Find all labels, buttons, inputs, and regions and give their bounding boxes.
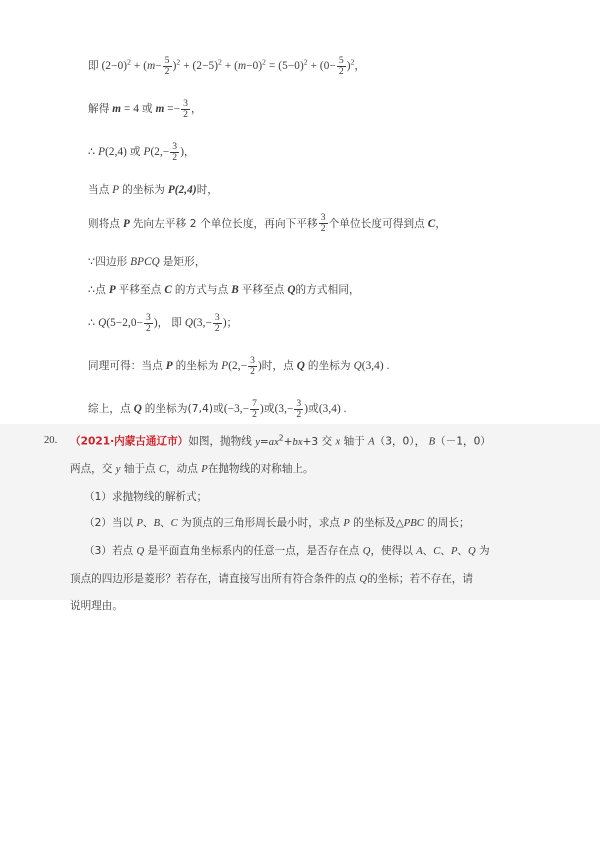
term-1: $(2-0)^2$ [101, 57, 131, 73]
problem-source-tag: （2021·内蒙古通辽市） [70, 435, 189, 448]
therefore-symbol-3: ∴ [88, 317, 96, 330]
y-axis-label: y [115, 464, 121, 476]
answer-3-4: (3,4) [318, 403, 341, 416]
fraction-3-2-o: $\frac{3}{2}$ [250, 354, 255, 377]
comma-3: ， [184, 146, 195, 159]
term-2: (m− $\frac{5}{2}$ )$^2$ [143, 54, 181, 77]
problem-stem-row [44, 434, 545, 628]
therefore-symbol-2: ∴ [88, 283, 96, 296]
parabola-equation: $y=ax^2+bx+3$ [255, 433, 319, 448]
fraction-3-2: $\frac{3}{2}$ [183, 97, 189, 120]
sub-question-3-label: （3） [84, 544, 112, 557]
x-axis-label: x [335, 436, 341, 448]
variable-m-2: m [155, 103, 165, 116]
solution-line-solve: 解得 m = 4 或 m =− $\frac{3}{2}$ ， [88, 97, 202, 120]
problem-stem-line-1: （2021·内蒙古通辽市）如图，抛物线 $y=ax^2+bx+3$ 交 x 轴于 A（3，0）， B（－1，0） [70, 433, 491, 448]
problem-number: 20. [44, 435, 58, 446]
sub-question-3-line-2: 顶点的四边形是菱形？若存在，请直接写出所有符合条件的点 Q的坐标；若不存在，请 [70, 572, 473, 585]
solution-line-summary: 综上，点 Q 的坐标为(7,4)或(−3,− $\frac{7}{2}$ )或(3,− $\frac{3}{2}$ )或(3,4) . [88, 397, 347, 420]
fraction-5-2-b: $\frac{5}{2}$ [338, 54, 344, 77]
fraction-3-2-s: $\frac{3}{2}$ [296, 397, 302, 420]
solution-line-p-values: ∴ P(2,4) 或 P(2,− $\frac{3}{2}$ )， [88, 140, 195, 163]
exponent: 2 [127, 57, 131, 67]
fraction-3-2-q1: $\frac{3}{2}$ [145, 311, 151, 334]
problem-body [70, 434, 545, 628]
answer-7-4: 的坐标为(7,4) [144, 403, 214, 416]
term-3: $(2-5)^2$ [192, 57, 222, 73]
sub-question-2-label: （2） [84, 517, 112, 530]
comma-1: ， [354, 60, 366, 73]
fraction-3-2-q2: $\frac{3}{2}$ [214, 311, 220, 334]
solution-line-rect-premise: ∵四边形 BPCQ 是矩形， [88, 255, 206, 268]
plus-2: + [183, 60, 190, 73]
variable-m-1: m [112, 103, 122, 116]
plus-4: + [310, 60, 317, 73]
point-p-2-4: (2,4) [105, 146, 127, 159]
term-5: $(5-0)^2$ [278, 57, 308, 73]
fraction-7-2: $\frac{7}{2}$ [252, 397, 258, 420]
solution-line-other-case: 同理可得：当点 P 的坐标为 P(2,− $\frac{3}{2}$ )时，点 Q 的坐标为 Q(3,4) . [88, 354, 390, 377]
point-q-3-4: (3,4) [361, 360, 384, 373]
comma-2: ， [191, 103, 202, 116]
sub-question-list [70, 492, 545, 612]
sub-question-2: （2）当以 P、B、C 为顶点的三角形周长最小时，求点 P 的坐标及△PBC 的周长； [84, 517, 470, 530]
therefore-symbol-1: ∴ [88, 146, 96, 159]
solution-line-rect-conclusion: ∴点 P 平移至点 C 的方式与点 B 平移至点 Q的方式相同， [88, 283, 360, 296]
solution-line-q-coords: ∴ Q(5−2,0− $\frac{3}{2}$ )， 即 Q(3,− $\frac{3}{2}$ )； [88, 311, 238, 334]
sub-question-1-text: 求抛物线的解析式； [111, 490, 208, 503]
text-ji: 即 [88, 60, 99, 73]
solution-line-expand [88, 56, 544, 77]
value-4: 4 [133, 103, 140, 116]
sub-question-3: （3）若点 Q 是平面直角坐标系内的任意一点，是否存在点 Q，使得以 A、C、P、Q 为 顶点的四边形是菱形？若存在，请直接写出所有符合条件的点 Q的坐标；若不存在，请 说明理由。 [84, 546, 545, 612]
text-huo-2: 或 [129, 146, 141, 159]
text-jiede: 解得 [88, 103, 110, 116]
since-symbol: ∵ [88, 255, 96, 268]
text-huo-1: 或 [141, 103, 153, 116]
quad-bpcq: BPCQ [130, 255, 160, 268]
fraction-3-2-t: $\frac{3}{2}$ [320, 212, 326, 235]
solution-line-case-p24: 当点 P 的坐标为 P(2,4)时， [88, 184, 219, 197]
point-p-coord: P(2,4) [167, 184, 197, 197]
sub-question-1-label: （1） [84, 490, 112, 503]
plus-1: + [133, 60, 141, 73]
solution-line-translate: 则将点 P 先向左平移 2 个单位长度，再向下平移 $\frac{3}{2}$ 个单位长度可得到点 C， [88, 212, 447, 235]
fraction-3-2-p: $\frac{3}{2}$ [172, 140, 178, 163]
fraction-5-2: $\frac{5}{2}$ [164, 54, 170, 77]
triangle-symbol: △ [395, 517, 404, 530]
point-b-coord: （－1，0） [435, 435, 491, 448]
problem-20-block [0, 424, 600, 628]
term-4: $(m-0)^2$ [234, 57, 267, 73]
sub-question-1 [84, 492, 545, 503]
sub-question-3-line-3: 说明理由。 [70, 600, 123, 613]
plus-3: + [224, 60, 232, 73]
term-6: (0− $\frac{5}{2}$ )$^2$ [319, 54, 355, 77]
equals-sign: = [268, 60, 276, 73]
problem-stem-line-2: 两点，交 y 轴于点 C，动点 P在抛物线的对称轴上。 [70, 463, 314, 476]
red-conclusion-p: ∴ P(2,4) [88, 146, 127, 159]
point-a-coord: （3，0）， [374, 435, 426, 448]
solution-block [0, 0, 600, 420]
